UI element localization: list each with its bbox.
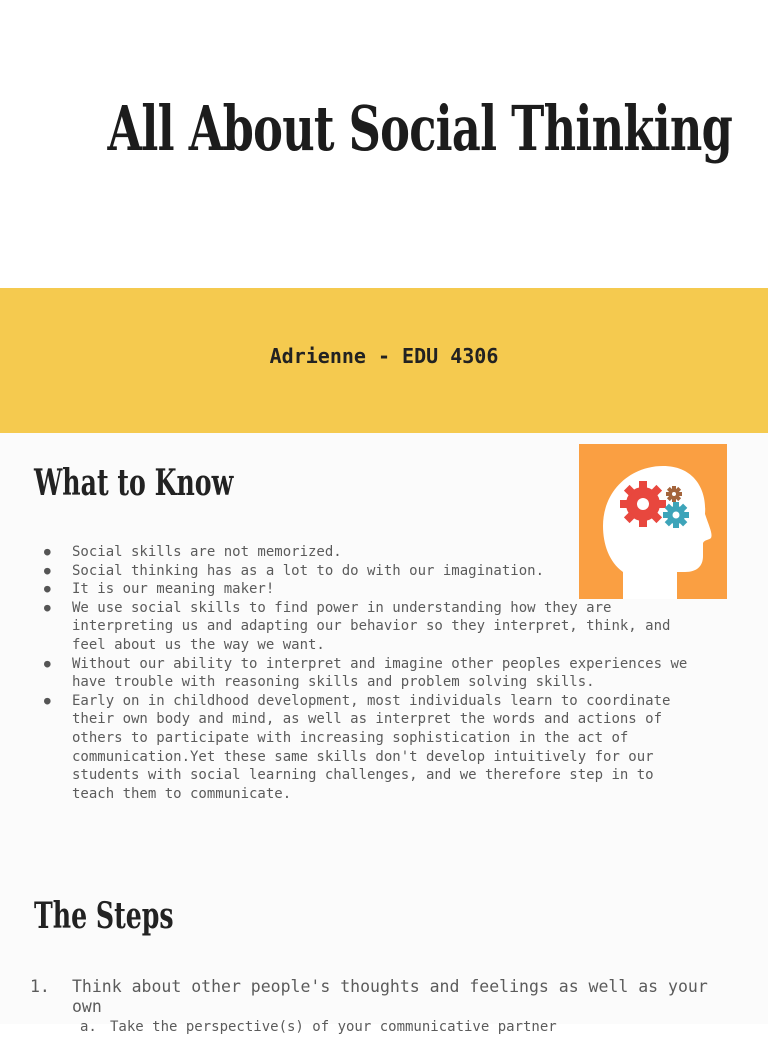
gear-icon-red bbox=[620, 481, 666, 527]
the-steps-heading: The Steps bbox=[34, 895, 174, 937]
gear-icon-blue bbox=[663, 502, 689, 528]
list-item: ● We use social skills to find power in understanding how they are interpreting us and adapting our behavior so they interpret, think, and feel about us the way we want. bbox=[40, 599, 740, 655]
list-item: ● Social skills are not memorized. bbox=[40, 543, 740, 562]
sub-step-text: Take the perspective(s) of your communicative partner bbox=[110, 1019, 557, 1035]
list-item: ● Without our ability to interpret and imagine other peoples experiences we have trouble with reasoning skills and problem solving skills. bbox=[40, 655, 740, 692]
list-item: ● Early on in childhood development, most individuals learn to coordinate their own body and mind, as well as interpret the words and actions of others to participate with increasing sophistication in the act of communication.Yet these same skills don't develop intuitively for our students with social learning challenges, and we therefore step in to teach them to communicate. bbox=[40, 692, 740, 804]
list-item bbox=[30, 977, 740, 1037]
step-text: Think about other people's thoughts and feelings as well as your own bbox=[72, 977, 708, 1016]
sub-step-number: a. bbox=[80, 1019, 97, 1035]
what-to-know-list bbox=[40, 543, 740, 803]
gear-icon-brown bbox=[666, 486, 682, 502]
sub-list-item bbox=[72, 1017, 740, 1037]
step-number: 1. bbox=[30, 977, 50, 996]
slide-title: All About Social Thinking bbox=[107, 92, 733, 165]
what-to-know-heading: What to Know bbox=[34, 462, 234, 504]
slide-subtitle: Adrienne - EDU 4306 bbox=[269, 344, 499, 368]
steps-list bbox=[30, 977, 740, 1037]
list-item: ● Social thinking has as a lot to do with our imagination. bbox=[40, 562, 740, 581]
list-item: ● It is our meaning maker! bbox=[40, 580, 740, 599]
